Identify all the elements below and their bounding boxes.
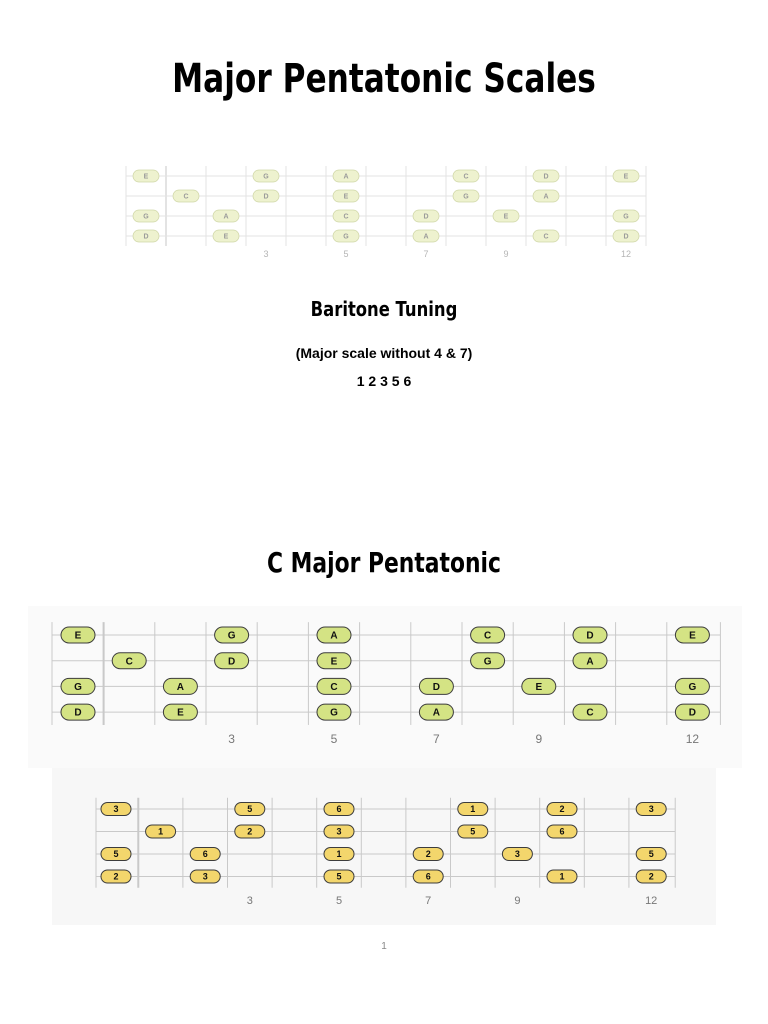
note-marker [215, 653, 249, 669]
note-marker [333, 170, 359, 182]
note-label: A [223, 213, 229, 221]
note-label: E [330, 656, 338, 668]
fret-number-label: 12 [685, 732, 700, 746]
note-marker [61, 678, 95, 694]
fret-number-label: 9 [535, 732, 543, 746]
note-label: C [183, 193, 189, 201]
note-marker [547, 870, 577, 883]
fret-number-label: 12 [620, 249, 632, 259]
note-marker [235, 825, 265, 838]
note-marker [636, 848, 666, 861]
note-label: A [176, 682, 185, 693]
note-label: 5 [247, 804, 253, 815]
note-marker [213, 230, 239, 242]
note-label: 2 [559, 804, 565, 815]
note-marker [333, 210, 359, 222]
note-label: C [483, 630, 492, 642]
note-marker [419, 704, 453, 720]
note-label: A [586, 656, 594, 668]
note-marker [61, 704, 95, 720]
note-label: G [463, 193, 469, 201]
note-marker [458, 825, 488, 838]
note-label: 5 [113, 849, 119, 860]
note-label: 3 [336, 826, 342, 837]
note-label: C [543, 233, 549, 241]
note-marker [324, 848, 354, 861]
note-label: 2 [425, 849, 431, 860]
page-title: Major Pentatonic Scales [172, 56, 596, 102]
note-marker [317, 704, 351, 720]
note-marker [419, 678, 453, 694]
tuning-heading: Baritone Tuning [310, 297, 458, 321]
note-marker [547, 803, 577, 816]
fret-number-label: 7 [433, 732, 440, 746]
note-label: D [432, 682, 441, 693]
note-marker [133, 230, 159, 242]
note-marker [324, 870, 354, 883]
note-marker [413, 870, 443, 883]
note-marker [573, 627, 607, 643]
note-marker [190, 848, 220, 861]
note-label: 3 [648, 804, 654, 815]
note-label: A [423, 233, 429, 241]
page-number: 1 [381, 941, 387, 952]
note-marker [522, 678, 556, 694]
note-label: C [463, 173, 469, 181]
note-marker [636, 803, 666, 816]
note-marker [675, 704, 709, 720]
note-marker [533, 170, 559, 182]
note-marker [471, 653, 505, 669]
note-label: 5 [470, 826, 476, 837]
note-label: 2 [247, 826, 253, 837]
note-label: 5 [648, 849, 654, 860]
note-label: D [74, 707, 82, 719]
note-marker [453, 170, 479, 182]
note-marker [333, 190, 359, 202]
note-label: E [623, 173, 629, 181]
note-marker [235, 803, 265, 816]
section-title: C Major Pentatonic [267, 546, 501, 579]
fret-number-label: 7 [425, 895, 432, 907]
note-marker [133, 170, 159, 182]
note-marker [324, 825, 354, 838]
note-label: E [223, 233, 229, 241]
note-marker [317, 627, 351, 643]
fretboard-c-major-degrees [52, 768, 716, 925]
note-label: D [227, 656, 236, 668]
note-label: 1 [336, 849, 342, 860]
note-marker [101, 870, 131, 883]
note-marker [101, 848, 131, 861]
note-label: E [503, 213, 509, 221]
note-label: 6 [559, 826, 565, 837]
note-marker [502, 848, 532, 861]
note-label: 2 [648, 871, 654, 882]
scale-degrees: 1 2 3 5 6 [356, 373, 412, 389]
note-label: 2 [113, 871, 119, 882]
note-marker [636, 870, 666, 883]
note-marker [317, 653, 351, 669]
note-label: G [483, 656, 492, 668]
note-label: E [689, 630, 696, 642]
note-marker [333, 230, 359, 242]
note-label: A [543, 193, 549, 201]
note-marker [163, 704, 197, 720]
note-label: D [143, 233, 149, 241]
note-marker [675, 627, 709, 643]
note-label: 3 [514, 849, 520, 860]
note-marker [573, 704, 607, 720]
note-marker [413, 210, 439, 222]
note-label: D [586, 630, 594, 642]
note-marker [213, 210, 239, 222]
note-label: E [535, 682, 543, 693]
note-marker [253, 190, 279, 202]
note-marker [146, 825, 176, 838]
fret-number-label: 3 [228, 732, 235, 746]
note-marker [547, 825, 577, 838]
note-label: 1 [158, 826, 164, 837]
fretboard-baritone-reference [120, 160, 650, 270]
note-marker [453, 190, 479, 202]
note-label: C [125, 656, 133, 668]
note-label: G [688, 682, 697, 693]
note-marker [101, 803, 131, 816]
fret-number-label: 3 [263, 249, 269, 259]
note-marker [317, 678, 351, 694]
note-marker [493, 210, 519, 222]
note-marker [112, 653, 146, 669]
note-label: 6 [336, 804, 342, 815]
note-label: D [688, 707, 697, 719]
note-label: C [343, 213, 349, 221]
note-marker [573, 653, 607, 669]
fret-number-label: 9 [514, 895, 521, 907]
note-marker [413, 230, 439, 242]
note-marker [215, 627, 249, 643]
note-label: C [330, 682, 338, 693]
note-label: 3 [202, 871, 208, 882]
note-marker [173, 190, 199, 202]
note-label: G [343, 233, 349, 241]
fret-number-label: 7 [423, 249, 429, 259]
fret-number-label: 3 [246, 895, 253, 907]
note-label: E [177, 707, 184, 719]
fret-number-label: 5 [330, 732, 338, 746]
note-marker [61, 627, 95, 643]
note-label: D [543, 173, 549, 181]
note-label: A [432, 707, 441, 719]
note-marker [253, 170, 279, 182]
note-marker [413, 848, 443, 861]
note-label: G [263, 173, 269, 181]
note-marker [163, 678, 197, 694]
note-label: 5 [336, 871, 342, 882]
note-label: D [263, 193, 269, 201]
note-label: A [330, 630, 338, 642]
note-marker [613, 170, 639, 182]
note-marker [613, 230, 639, 242]
note-marker [533, 190, 559, 202]
fret-number-label: 12 [645, 895, 658, 907]
note-marker [133, 210, 159, 222]
note-label: 1 [470, 804, 476, 815]
fret-number-label: 9 [503, 249, 509, 259]
note-label: 1 [559, 871, 565, 882]
note-label: 6 [425, 871, 431, 882]
note-label: E [343, 193, 349, 201]
note-label: 6 [202, 849, 208, 860]
note-label: G [143, 213, 149, 221]
note-marker [458, 803, 488, 816]
note-label: G [330, 707, 338, 719]
note-marker [190, 870, 220, 883]
fretboard-c-major-notes [28, 606, 742, 768]
note-label: A [343, 173, 349, 181]
note-label: G [227, 630, 236, 642]
scale-description: (Major scale without 4 & 7) [295, 345, 473, 361]
note-label: G [623, 213, 629, 221]
note-marker [324, 803, 354, 816]
note-marker [675, 678, 709, 694]
note-label: D [623, 233, 629, 241]
note-label: E [74, 630, 82, 642]
note-marker [613, 210, 639, 222]
note-label: D [423, 213, 429, 221]
note-label: C [586, 707, 594, 719]
note-label: 3 [113, 804, 119, 815]
fret-number-label: 5 [343, 249, 349, 259]
note-label: E [143, 173, 149, 181]
fret-number-label: 5 [335, 895, 343, 907]
note-marker [533, 230, 559, 242]
note-label: G [74, 682, 82, 693]
note-marker [471, 627, 505, 643]
